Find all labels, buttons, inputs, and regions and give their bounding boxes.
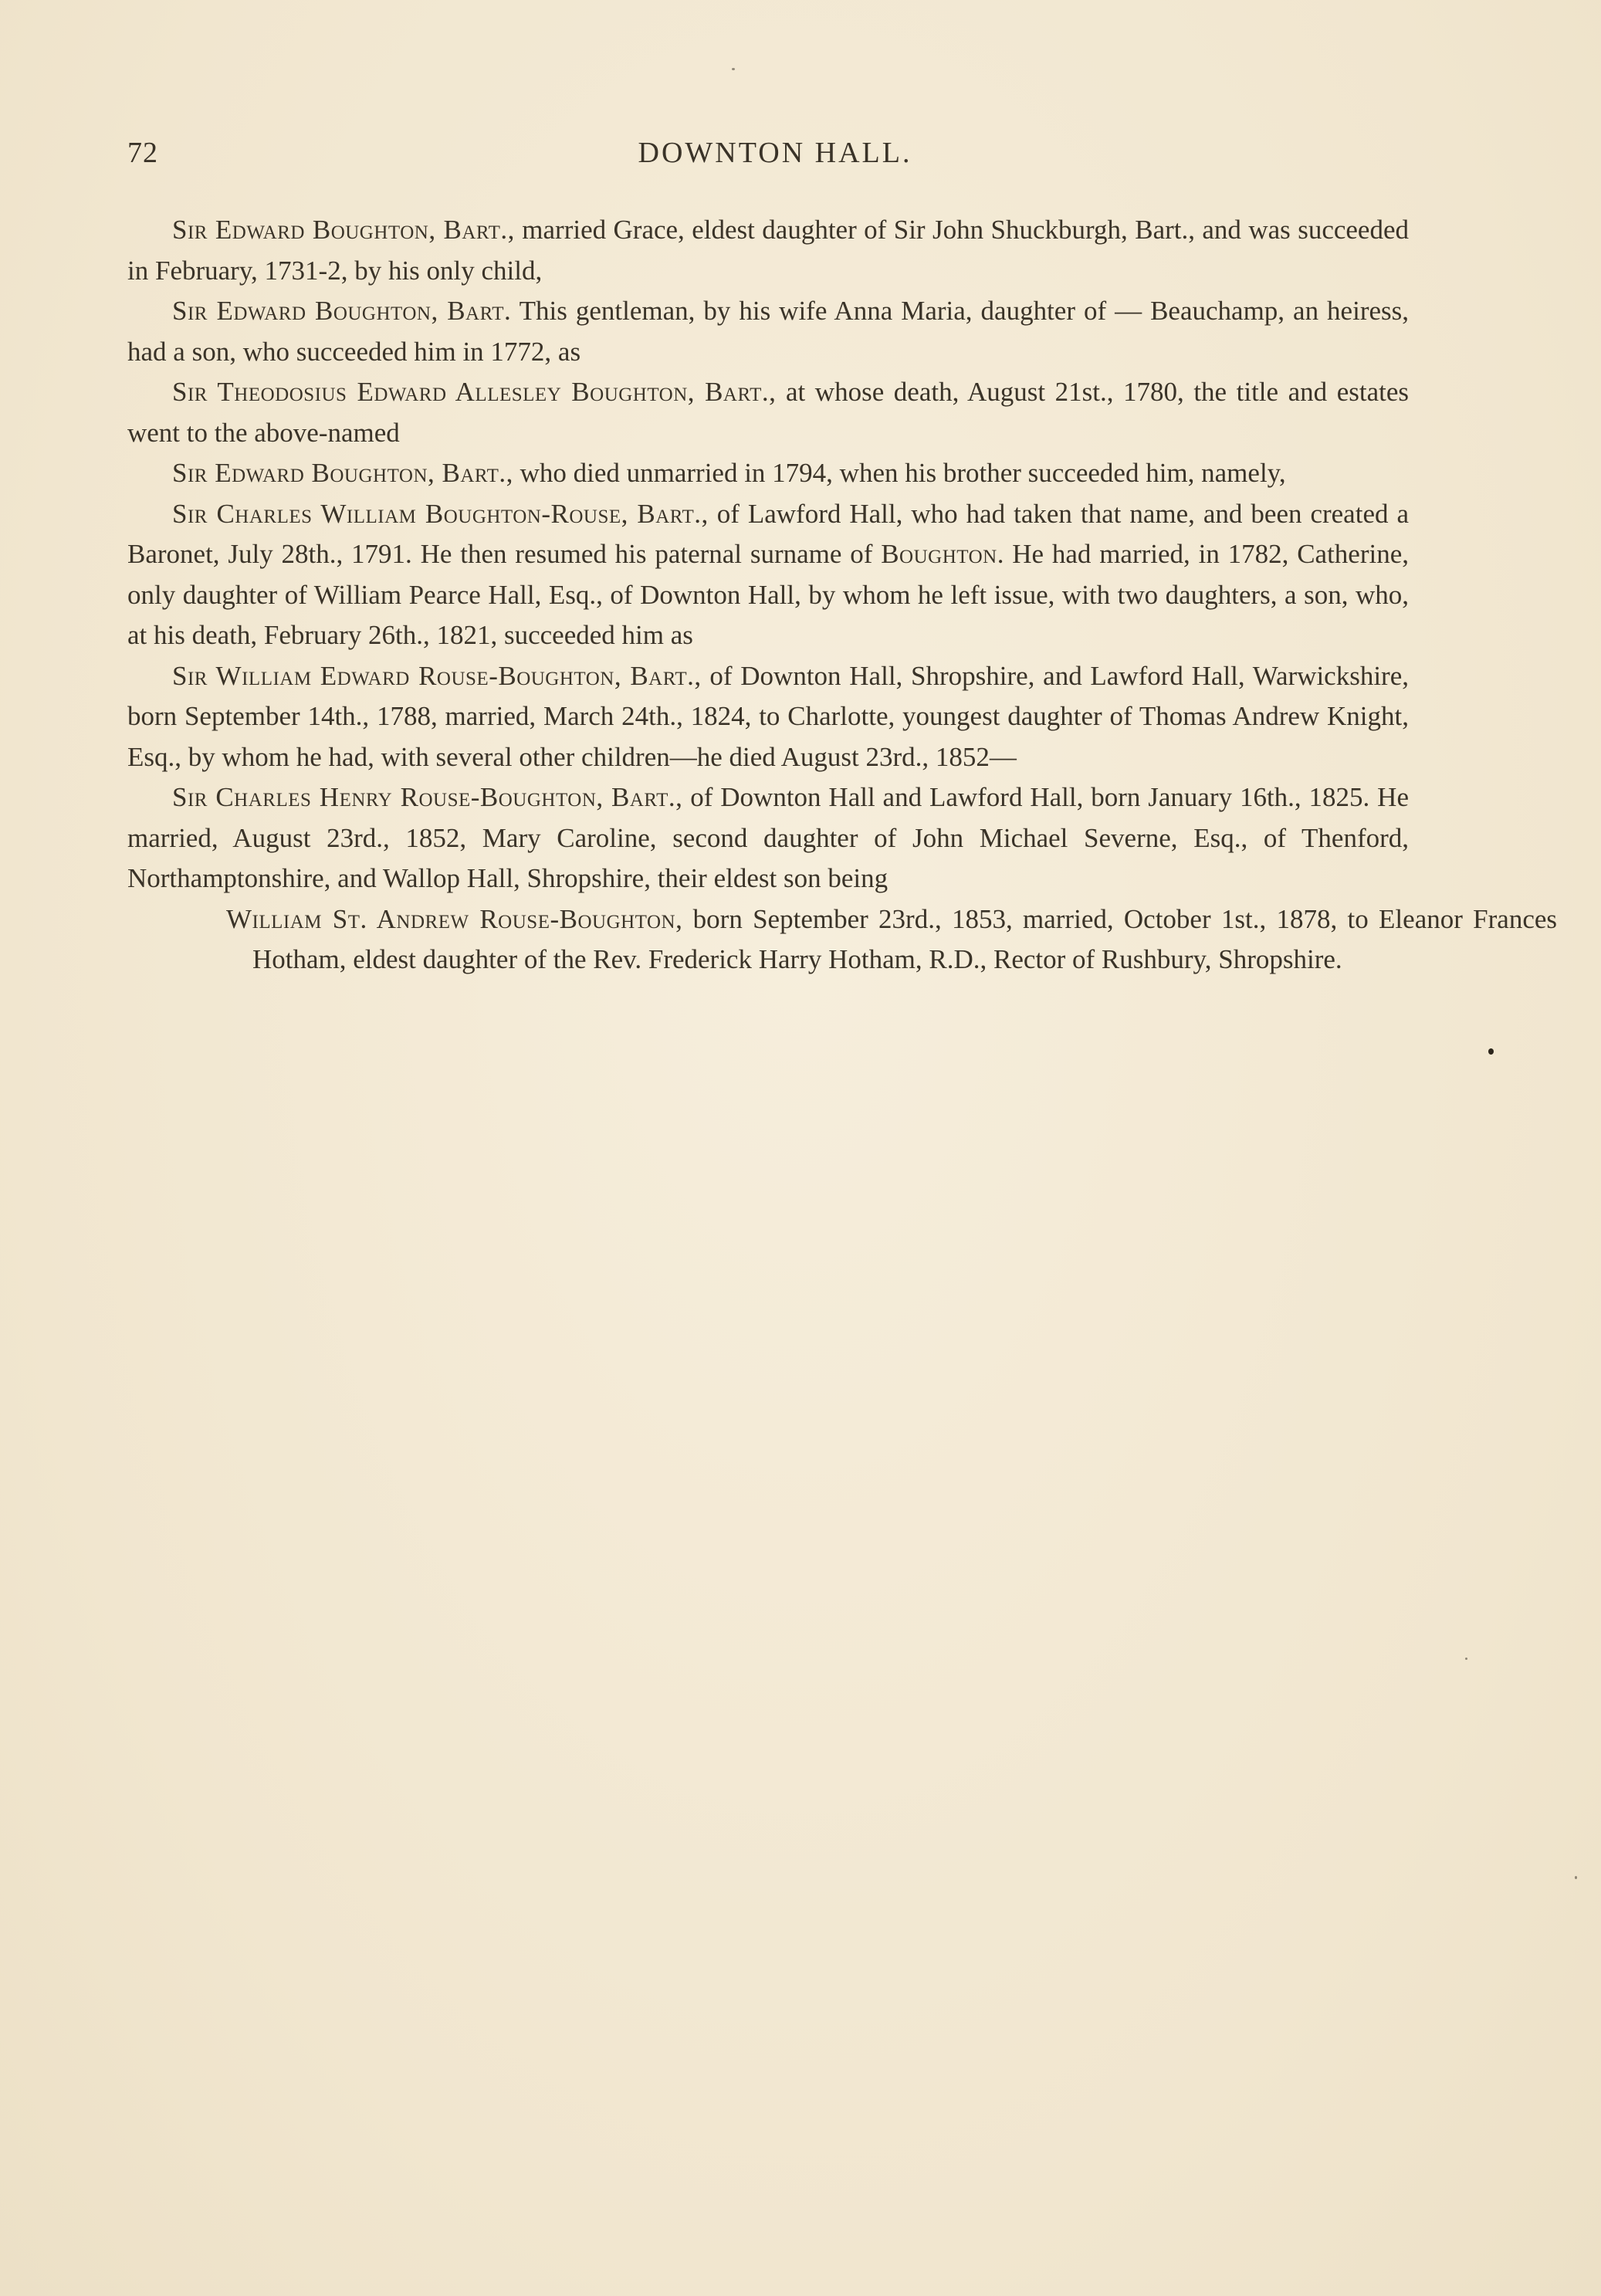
entry-3 (127, 372, 1409, 453)
entry-4 (127, 453, 1409, 494)
entry-name: Sir William Edward Rouse-Boughton, Bart., (172, 660, 702, 691)
entry-name: Sir Charles William Boughton-Rouse, Bart., (172, 498, 709, 529)
entry-name: William St. Andrew Rouse-Boughton, (226, 903, 683, 934)
entry-surname: Boughton (881, 539, 997, 569)
entry-text: married Grace, eldest daughter of Sir John Shuckburgh, Bart., and was succeeded in February, 1731-2, by his only child, (127, 215, 1409, 286)
entry-name: Sir Charles Henry Rouse-Boughton, Bart., (172, 782, 683, 812)
ink-speck (732, 68, 735, 70)
entry-name: Sir Edward Boughton, Bart. (172, 296, 512, 326)
entry-6 (127, 656, 1409, 778)
ink-speck (1465, 1658, 1467, 1660)
page-number: 72 (127, 137, 158, 169)
ink-speck (1488, 1048, 1494, 1055)
running-head (127, 136, 1423, 182)
entry-2 (127, 291, 1409, 372)
entry-5 (127, 494, 1409, 656)
body-text (127, 210, 1558, 980)
entry-8 (226, 899, 1558, 980)
entry-text: . He had married, in 1782, Catherine, only daughter of William Pearce Hall, Esq., of Downton Hall, by whom he left issue, with two daughters, a son, who, at his death, February 26th., 1821, succeeded him as (127, 539, 1409, 650)
entry-text: who died unmarried in 1794, when his brother succeeded him, namely, (513, 458, 1286, 488)
running-title: DOWNTON HALL. (638, 137, 912, 169)
entry-text: of Downton Hall and Lawford Hall, born January 16th., 1825. He married, August 23rd., 1852, Mary Caroline, second daughter of John Michael Severne, Esq., of Thenford, Northamptonshire, and Wallop Hall, Shropshire, their eldest son being (127, 782, 1409, 893)
entry-text: at whose death, August 21st., 1780, the title and estates went to the above-named (127, 377, 1409, 448)
entry-1 (127, 210, 1409, 291)
entry-text: of Lawford Hall, who had taken that name, and been created a Baronet, July 28th., 1791. He then resumed his paternal surname of (127, 498, 1409, 569)
entry-name: Sir Edward Boughton, Bart., (172, 215, 515, 245)
entry-name: Sir Theodosius Edward Allesley Boughton, Bart., (172, 377, 777, 407)
entry-text: This gentleman, by his wife Anna Maria, daughter of — Beauchamp, an heiress, had a son, who succeeded him in 1772, as (127, 296, 1409, 367)
entry-name: Sir Edward Boughton, Bart., (172, 458, 513, 488)
entry-text: born September 23rd., 1853, married, October 1st., 1878, to Eleanor Frances Hotham, eldest daughter of the Rev. Frederick Harry Hotham, R.D., Rector of Rushbury, Shropshire. (252, 903, 1558, 974)
ink-speck (1575, 1876, 1577, 1879)
entry-7 (127, 777, 1409, 899)
entry-text: of Downton Hall, Shropshire, and Lawford Hall, Warwickshire, born September 14th., 1788, married, March 24th., 1824, to Charlotte, youngest daughter of Thomas Andrew Knight, Esq., by whom he had, with several other children—he died August 23rd., 1852— (127, 660, 1409, 772)
